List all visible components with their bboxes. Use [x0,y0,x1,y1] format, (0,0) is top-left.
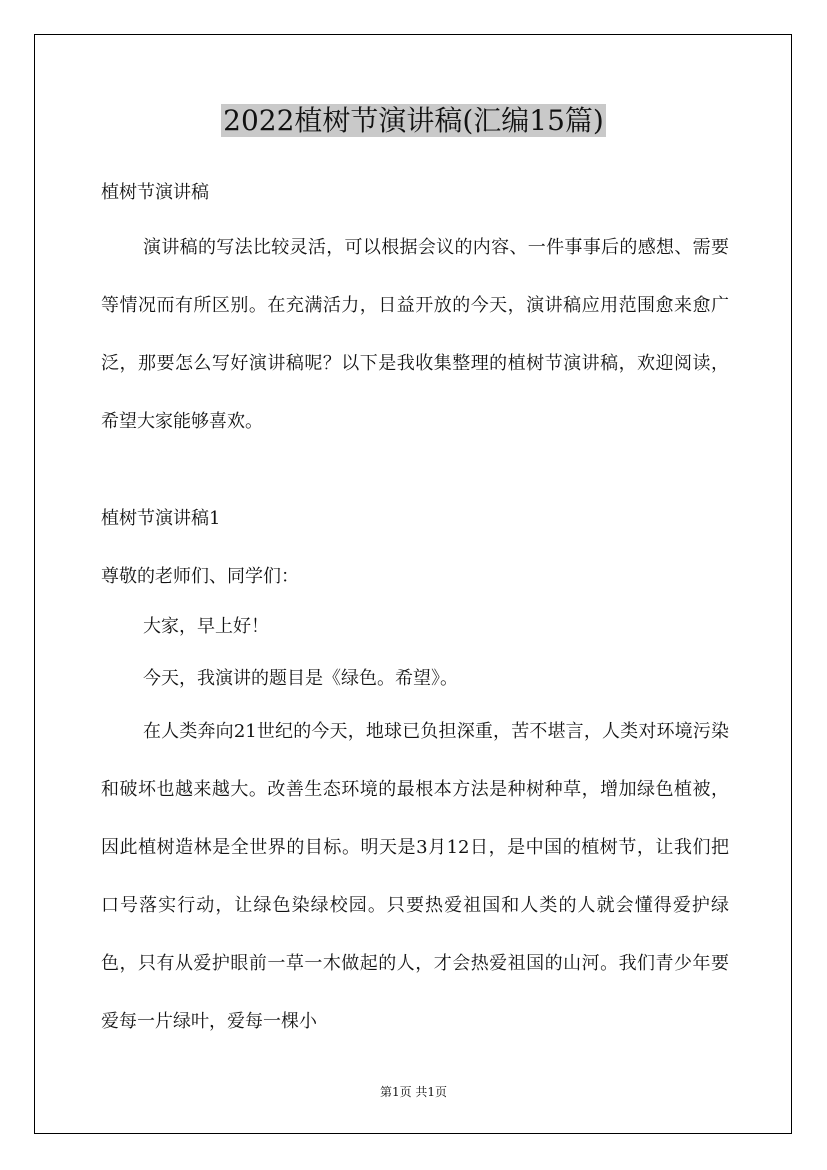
speech-heading: 植树节演讲稿1 [101,508,221,529]
page-number: 第1页 共1页 [379,1085,448,1099]
section-heading: 植树节演讲稿 [101,182,209,203]
salutation: 尊敬的老师们、同学们： [101,566,299,587]
topic-line: 今天，我演讲的题目是《绿色。希望》。 [143,668,458,689]
greeting: 大家，早上好！ [143,616,269,637]
intro-paragraph: 演讲稿的写法比较灵活，可以根据会议的内容、一件事事后的感想、需要等情况而有所区别。在充满活力，日益开放的今天，演讲稿应用范围愈来愈广泛，那要怎么写好演讲稿呢？以下是我收集整理的植树节演讲稿，欢迎阅读，希望大家能够喜欢。 [101,237,729,432]
title-text: 2022植树节演讲稿(汇编15篇) [223,104,604,137]
document-title [0,100,827,142]
body-paragraph: 在人类奔向21世纪的今天，地球已负担深重，苦不堪言，人类对环境污染和破坏也越来越大。改善生态环境的最根本方法是种树种草，增加绿色植被，因此植树造林是全世界的目标。明天是3月12日，是中国的植树节，让我们把口号落实行动，让绿色染绿校园。只要热爱祖国和人类的人就会懂得爱护绿色，只有从爱护眼前一草一木做起的人，才会热爱祖国的山河。我们青少年要爱每一片绿叶，爱每一棵小 [101,721,729,1032]
